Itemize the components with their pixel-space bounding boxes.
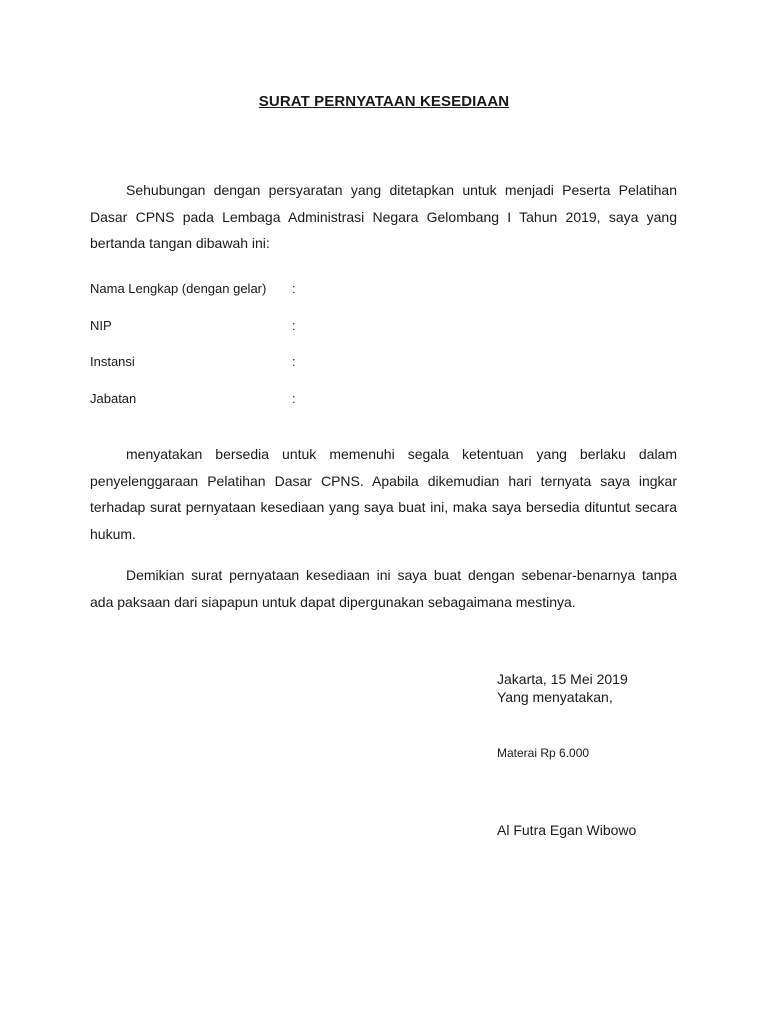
opening-paragraph: Sehubungan dengan persyaratan yang ditetapkan untuk menjadi Peserta Pelatihan Dasar CPNS pada Lembaga Administrasi Negara Gelombang I Tahun 2019, saya yang bertanda tangan dibawah ini:	[90, 182, 677, 251]
statement-paragraph: menyatakan bersedia untuk memenuhi segala ketentuan yang berlaku dalam penyelenggaraan Pelatihan Dasar CPNS. Apabila dikemudian hari ternyata saya ingkar terhadap surat pernyataan kesediaan yang saya buat ini, maka saya bersedia dituntut secara hukum.	[90, 446, 677, 542]
materai-label: Materai Rp 6.000	[497, 746, 590, 760]
field-colon: :	[292, 318, 296, 333]
document-title: SURAT PERNYATAAN KESEDIAAN	[258, 93, 510, 110]
closing-paragraph: Demikian surat pernyataan kesediaan ini saya buat dengan sebenar-benarnya tanpa ada paksaan dari siapapun untuk dapat dipergunakan sebagaimana mestinya.	[90, 567, 677, 610]
signature-caption: Yang menyatakan,	[497, 689, 613, 705]
field-label-nip: NIP	[90, 318, 112, 333]
field-colon: :	[292, 391, 296, 406]
signer-name: Al Futra Egan Wibowo	[497, 822, 637, 838]
place-date: Jakarta, 15 Mei 2019	[497, 671, 628, 687]
field-label-jabatan: Jabatan	[90, 391, 137, 406]
field-colon: :	[292, 354, 296, 369]
field-label-instansi: Instansi	[90, 354, 135, 369]
field-colon: :	[292, 281, 296, 296]
field-label-nama: Nama Lengkap (dengan gelar)	[90, 281, 267, 296]
